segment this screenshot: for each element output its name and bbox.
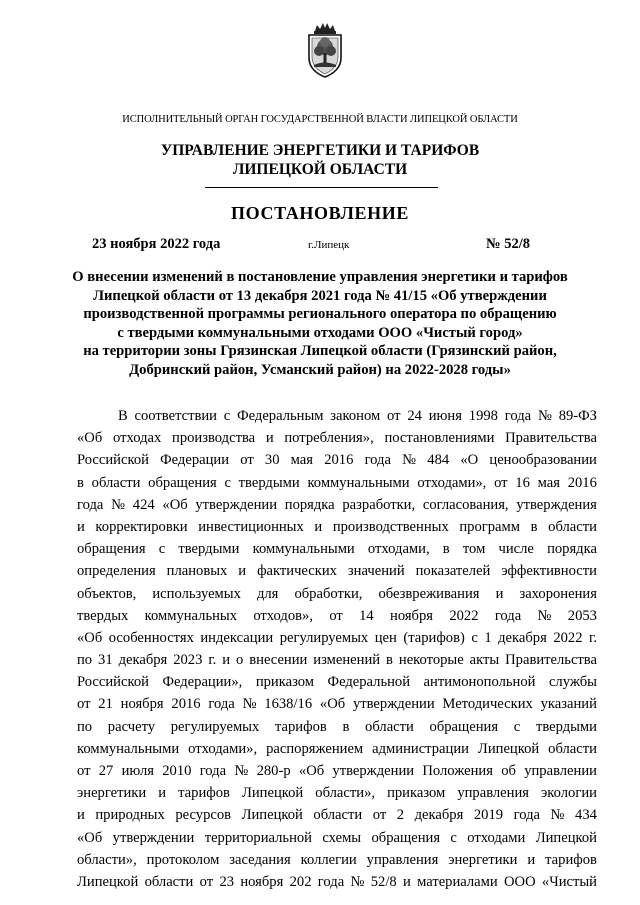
- body-word: природных: [95, 807, 165, 824]
- body-word: материалами: [417, 873, 498, 890]
- body-word: утверждения: [516, 496, 597, 513]
- body-word: твердых: [77, 607, 129, 624]
- body-word: 2022: [449, 607, 479, 624]
- body-word: от: [77, 763, 91, 779]
- body-word: определения: [77, 563, 156, 580]
- body-word: года: [513, 807, 540, 824]
- body-word: №: [537, 607, 552, 624]
- body-word: Федеральным: [237, 408, 324, 424]
- body-word: заседания: [229, 851, 291, 868]
- body-word: Правительства: [505, 652, 597, 669]
- body-word: с: [450, 829, 457, 846]
- body-word: том: [462, 541, 486, 558]
- body-word: №: [537, 408, 552, 424]
- body-word: порядка: [547, 541, 597, 558]
- body-word: особенностях: [108, 629, 194, 646]
- body-word: тарифов: [178, 785, 230, 802]
- body-word: 2016: [324, 452, 354, 469]
- body-word: приказом: [387, 785, 446, 802]
- body-word: индексации: [200, 629, 274, 646]
- body-word: службы: [548, 674, 597, 691]
- body-word: «Чистый: [541, 873, 597, 890]
- body-word: 24: [407, 408, 422, 424]
- body-word: 16: [515, 474, 530, 491]
- body-word: внесении: [249, 652, 308, 669]
- body-word: декабря: [498, 629, 547, 646]
- body-word: объектов,: [77, 585, 137, 602]
- body-word: отходами: [467, 829, 526, 846]
- body-word: акты: [469, 652, 500, 669]
- subject-line: на территории зоны Грязинская Липецкой области (Грязинский район,: [83, 343, 557, 360]
- body-word: Липецкой: [535, 829, 597, 846]
- body-word: «Об: [298, 763, 325, 779]
- body-word: и: [77, 807, 85, 824]
- body-word: от: [199, 873, 214, 890]
- body-word: года: [199, 763, 227, 779]
- subject-line: производственной программы регионального оператора по обращению: [83, 306, 557, 323]
- body-word: 202: [289, 873, 312, 890]
- body-word: эффективности: [501, 563, 597, 580]
- body-word: антимонопольной: [423, 674, 536, 691]
- body-word: для: [256, 585, 279, 602]
- body-word: отходами»,: [417, 474, 487, 491]
- body-word: отходах: [112, 430, 162, 447]
- body-word: протоколом: [146, 851, 220, 868]
- body-word: энергетики: [448, 851, 518, 868]
- body-word: 89-ФЗ: [558, 408, 597, 424]
- body-word: коммунальными: [307, 474, 410, 491]
- body-word: утверждении: [352, 696, 435, 713]
- body-word: №: [111, 496, 126, 513]
- body-word: энергетики: [77, 785, 147, 802]
- body-line: [77, 583, 597, 605]
- body-word: №: [350, 873, 365, 890]
- body-word: приказом: [255, 674, 315, 691]
- body-word: с: [224, 474, 231, 491]
- body-word: законом: [330, 408, 381, 424]
- body-word: о: [236, 652, 244, 669]
- body-word: экологии: [541, 785, 597, 802]
- body-word: (тарифов): [403, 629, 465, 646]
- body-word: утверждении: [195, 496, 278, 513]
- body-word: 31: [98, 652, 113, 669]
- body-word: захоронения: [519, 585, 597, 602]
- subject-line: Липецкой области от 13 декабря 2021 года № 41/15 «Об утверждении: [93, 287, 547, 304]
- body-word: значений: [347, 563, 405, 580]
- department-title: [0, 141, 640, 179]
- body-line: [77, 782, 597, 804]
- body-word: ноября: [390, 607, 433, 624]
- body-word: постановлениями: [384, 430, 495, 447]
- body-line: [77, 871, 597, 893]
- body-word: от: [387, 408, 401, 424]
- body-word: области: [365, 718, 414, 735]
- body-word: 2022: [553, 629, 583, 646]
- body-word: Липецкой: [477, 740, 540, 757]
- subject-line: с твердыми коммунальными отходами ООО «Чистый город»: [117, 324, 523, 341]
- issuing-authority-line: ИСПОЛНИТЕЛЬНЫЙ ОРГАН ГОСУДАРСТВЕННОЙ ВЛАСТИ ЛИПЕЦКОЙ ОБЛАСТИ: [122, 114, 518, 125]
- body-word: отходами,: [367, 541, 430, 558]
- body-word: области: [548, 740, 597, 757]
- body-word: управлении: [524, 763, 597, 779]
- body-line: [77, 472, 597, 494]
- body-word: с: [158, 541, 166, 558]
- body-line: [77, 449, 597, 471]
- body-word: по: [77, 652, 93, 669]
- body-line: [77, 716, 597, 738]
- body-word: твердыми: [178, 541, 240, 558]
- body-line: [77, 560, 597, 582]
- body-word: обращения: [148, 474, 217, 491]
- body-word: 434: [575, 807, 597, 824]
- body-word: Липецкой: [241, 807, 303, 824]
- body-word: 52/8: [370, 873, 397, 890]
- body-word: 23: [219, 873, 235, 890]
- body-word: коммунальных: [144, 607, 238, 624]
- body-word: и: [265, 430, 274, 447]
- body-word: 1: [484, 629, 492, 646]
- body-word: 424: [132, 496, 155, 513]
- body-word: мая: [290, 452, 313, 469]
- body-line: [77, 804, 597, 826]
- body-word: 2053: [567, 607, 597, 624]
- body-word: от: [372, 807, 387, 824]
- body-word: «Об: [77, 829, 103, 846]
- body-word: инвестиционных: [198, 518, 304, 535]
- body-word: администрации: [372, 740, 469, 757]
- body-word: 280-р: [256, 763, 291, 779]
- body-word: 14: [359, 607, 374, 624]
- body-word: области: [91, 474, 141, 491]
- body-word: Федерации: [160, 452, 230, 469]
- body-word: обращения: [429, 718, 499, 735]
- body-word: порядка: [284, 496, 335, 513]
- body-word: твердыми: [535, 718, 597, 735]
- body-word: в: [342, 718, 350, 735]
- body-word: г.: [589, 629, 597, 646]
- body-word: от: [240, 452, 254, 469]
- body-word: распоряжением: [266, 740, 364, 757]
- body-word: отходами»,: [188, 740, 258, 757]
- body-word: «Об: [77, 629, 103, 646]
- body-word: корректировки: [95, 518, 188, 535]
- department-title-line-2: ЛИПЕЦКОЙ ОБЛАСТИ: [232, 161, 408, 178]
- body-word: территориальной: [204, 829, 312, 846]
- body-word: Методических: [442, 696, 533, 713]
- body-word: года: [494, 607, 522, 624]
- body-word: обращения: [371, 829, 441, 846]
- body-word: Российской: [77, 452, 149, 469]
- body-word: 30: [264, 452, 280, 469]
- body-word: декабря: [414, 807, 464, 824]
- body-word: утверждении: [332, 763, 415, 779]
- body-word: соответствии: [134, 408, 217, 424]
- body-word: от: [494, 474, 508, 491]
- body-word: Федерации»,: [162, 674, 243, 691]
- body-word: декабря: [118, 652, 168, 669]
- body-word: года: [317, 873, 345, 890]
- body-word: об: [501, 763, 516, 779]
- body-word: «Об: [77, 430, 103, 447]
- body-word: области: [144, 873, 194, 890]
- body-word: года: [364, 452, 391, 469]
- body-word: цен: [374, 629, 397, 646]
- body-line: [77, 827, 597, 849]
- body-word: и: [527, 851, 536, 868]
- body-word: в: [530, 518, 538, 535]
- body-word: от: [77, 696, 91, 713]
- document-city: г.Липецк: [308, 239, 350, 251]
- body-word: изменений: [313, 652, 381, 669]
- body-word: Правительства: [505, 430, 597, 447]
- body-word: и: [222, 652, 231, 669]
- body-word: области: [313, 807, 363, 824]
- body-word: регулируемых: [279, 629, 369, 646]
- body-word: №: [242, 696, 257, 713]
- body-word: 2016: [567, 474, 597, 491]
- body-word: показателей: [415, 563, 491, 580]
- body-word: некоторые: [398, 652, 464, 669]
- body-word: по: [77, 718, 93, 735]
- body-word: обработки,: [294, 585, 363, 602]
- body-word: фактических: [257, 563, 337, 580]
- body-word: и: [158, 785, 167, 802]
- body-word: производства: [172, 430, 256, 447]
- body-word: схемы: [322, 829, 362, 846]
- body-word: управления: [457, 785, 529, 802]
- document-number: № 52/8: [486, 236, 530, 252]
- body-line: [77, 760, 597, 782]
- body-word: Положения: [422, 763, 493, 779]
- document-type: ПОСТАНОВЛЕНИЕ: [231, 203, 409, 223]
- body-word: г.: [208, 652, 217, 669]
- body-word: №: [234, 763, 249, 779]
- body-word: плановых: [166, 563, 228, 580]
- body-word: с: [471, 629, 478, 646]
- body-line: [77, 516, 597, 538]
- body-word: с: [513, 718, 521, 735]
- document-subject: [70, 268, 570, 380]
- body-word: коммунальными: [252, 541, 355, 558]
- body-word: регулируемых: [170, 718, 260, 735]
- coat-of-arms-lipetsk-icon: [303, 22, 347, 78]
- body-word: от: [329, 607, 343, 624]
- header-divider: [205, 187, 438, 188]
- body-word: ООО: [504, 873, 536, 890]
- body-word: отходов»,: [253, 607, 313, 624]
- body-word: Липецкой: [77, 873, 139, 890]
- body-word: используемых: [152, 585, 241, 602]
- body-word: разработки,: [342, 496, 416, 513]
- body-line: [77, 849, 597, 871]
- body-word: ноября: [240, 873, 284, 890]
- body-word: числе: [498, 541, 534, 558]
- body-line: [77, 649, 597, 671]
- document-date: 23 ноября 2022 года: [92, 236, 221, 252]
- body-word: согласования,: [422, 496, 509, 513]
- body-word: «Об: [319, 696, 346, 713]
- subject-line: О внесении изменений в постановление управления энергетики и тарифов: [72, 269, 568, 285]
- body-word: области»,: [77, 851, 137, 868]
- body-line: [77, 627, 597, 649]
- body-line: [77, 494, 597, 516]
- body-word: в: [77, 474, 84, 491]
- body-word: ноября: [120, 696, 164, 713]
- body-line: [77, 738, 597, 760]
- body-word: в: [442, 541, 450, 558]
- body-word: и: [495, 585, 504, 602]
- body-word: 2019: [473, 807, 504, 824]
- body-word: июня: [428, 408, 462, 424]
- body-word: В: [118, 408, 128, 424]
- body-word: мая: [537, 474, 560, 491]
- body-word: программ: [459, 518, 521, 535]
- body-word: области»,: [315, 785, 376, 802]
- body-word: 484: [427, 452, 450, 469]
- body-word: ценообразовании: [489, 452, 597, 469]
- body-word: и: [314, 518, 323, 535]
- body-word: утверждении: [112, 829, 195, 846]
- body-word: «Об: [162, 496, 188, 513]
- body-line: [77, 427, 597, 449]
- body-word: 27: [98, 763, 114, 779]
- body-word: «О: [460, 452, 479, 469]
- body-word: года: [77, 496, 104, 513]
- body-word: и: [238, 563, 247, 580]
- body-word: обращения: [77, 541, 146, 558]
- document-body: [77, 405, 597, 893]
- body-word: 1998: [468, 408, 498, 424]
- body-word: коллегии: [300, 851, 357, 868]
- body-word: управления: [366, 851, 439, 868]
- body-word: Липецкой: [241, 785, 304, 802]
- body-word: указаний: [540, 696, 597, 713]
- body-word: Российской: [77, 674, 149, 691]
- body-word: №: [402, 452, 417, 469]
- body-word: 2016: [171, 696, 201, 713]
- body-word: 21: [98, 696, 113, 713]
- body-word: расчету: [107, 718, 156, 735]
- subject-line: Добринский район, Усманский район) на 2022-2028 годы»: [129, 361, 511, 378]
- body-line: [77, 405, 597, 427]
- body-word: тарифов: [545, 851, 597, 868]
- body-word: года: [504, 408, 532, 424]
- body-word: потребления»,: [284, 430, 374, 447]
- body-line: [77, 693, 597, 715]
- body-word: производственных: [332, 518, 449, 535]
- body-word: с: [223, 408, 231, 424]
- body-word: в: [386, 652, 393, 669]
- body-word: тарифов: [274, 718, 327, 735]
- body-line: [77, 605, 597, 627]
- body-word: 1638/16: [264, 696, 313, 713]
- body-word: ресурсов: [175, 807, 232, 824]
- body-word: №: [550, 807, 565, 824]
- body-word: года: [208, 696, 235, 713]
- body-word: и: [77, 518, 85, 535]
- body-word: 2: [396, 807, 405, 824]
- body-word: области: [548, 518, 597, 535]
- body-word: Федеральной: [327, 674, 411, 691]
- body-line: [77, 671, 597, 693]
- body-word: 2010: [162, 763, 192, 779]
- body-word: обезвреживания: [378, 585, 480, 602]
- body-word: и: [402, 873, 411, 890]
- body-word: июля: [121, 763, 154, 779]
- body-word: твердыми: [238, 474, 300, 491]
- body-line: [77, 538, 597, 560]
- department-title-line-1: УПРАВЛЕНИЕ ЭНЕРГЕТИКИ И ТАРИФОВ: [160, 142, 480, 159]
- body-word: 2023: [173, 652, 203, 669]
- body-word: коммунальными: [77, 740, 180, 757]
